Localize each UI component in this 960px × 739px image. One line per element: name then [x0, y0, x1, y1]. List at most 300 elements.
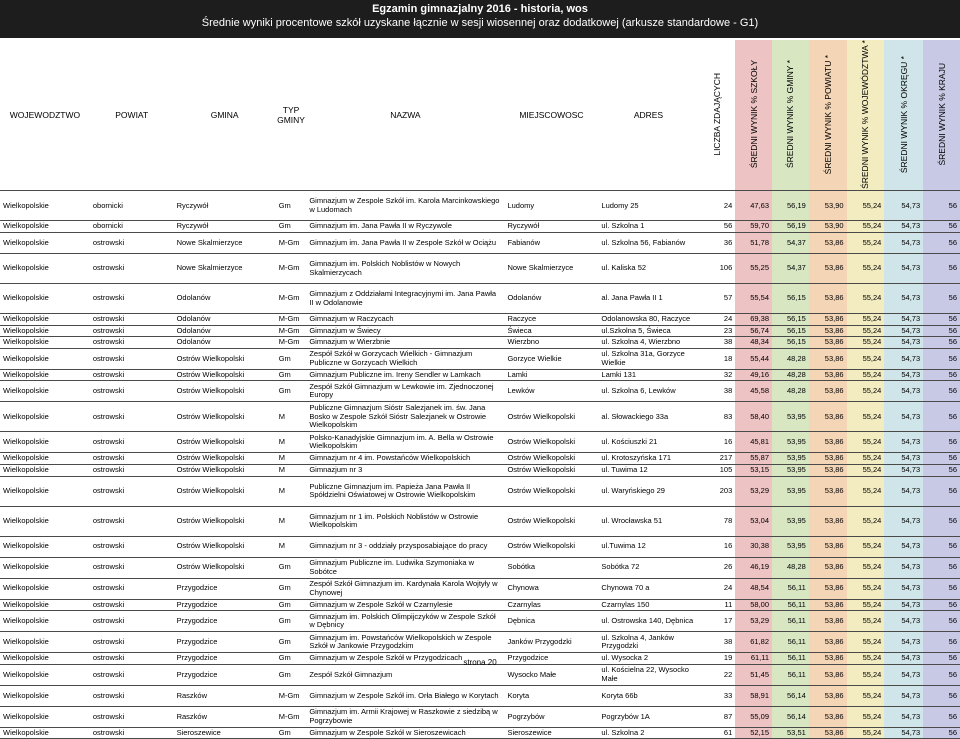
table-row	[0, 706, 960, 727]
cell-wynik-wojewodztwa: 55,24	[847, 464, 885, 476]
cell-wynik-szkoly: 51,45	[735, 664, 772, 685]
cell-powiat: ostrowski	[90, 325, 174, 337]
cell-adres: al. Jana Pawła II 1	[598, 284, 698, 314]
cell-wynik-powiatu: 53,90	[809, 191, 847, 221]
cell-wynik-gminy: 56,15	[772, 284, 809, 314]
cell-wynik-wojewodztwa: 55,24	[847, 476, 885, 506]
cell-wynik-gminy: 48,28	[772, 348, 809, 369]
cell-nazwa: Gimnazjum im. Polskich Noblistów w Nowych Skalmierzycach	[306, 254, 504, 284]
header-liczba-cell	[699, 40, 736, 191]
cell-wynik-powiatu: 53,86	[809, 557, 847, 578]
cell-wynik-powiatu: 53,86	[809, 685, 847, 706]
cell-wynik-szkoly: 61,11	[735, 653, 772, 665]
cell-miejscowosc: Ostrów Wielkopolski	[504, 453, 598, 465]
cell-wynik-gminy: 56,14	[772, 706, 809, 727]
cell-adres: ul. Kościelna 22, Wysocko Małe	[598, 664, 698, 685]
cell-nazwa: Zespół Szkół Gimnazjum	[306, 664, 504, 685]
cell-wynik-szkoly: 52,15	[735, 727, 772, 739]
cell-liczba: 87	[699, 706, 736, 727]
cell-wynik-powiatu: 53,90	[809, 221, 847, 233]
cell-nazwa: Gimnazjum im. Polskich Olimpijczyków w Zespole Szkół w Dębnicy	[306, 611, 504, 632]
cell-wynik-gminy: 53,95	[772, 506, 809, 536]
cell-wynik-kraju: 56	[923, 191, 960, 221]
cell-wynik-wojewodztwa: 55,24	[847, 506, 885, 536]
cell-wynik-powiatu: 53,86	[809, 337, 847, 349]
cell-wynik-powiatu: 53,86	[809, 325, 847, 337]
header-kraju-cell	[923, 40, 960, 191]
cell-adres: ul. Kaliska 52	[598, 254, 698, 284]
cell-wojewodztwo: Wielkopolskie	[0, 464, 90, 476]
cell-miejscowosc: Ostrów Wielkopolski	[504, 464, 598, 476]
cell-gmina: Raszków	[174, 706, 276, 727]
cell-gmina: Ostrów Wielkopolski	[174, 557, 276, 578]
cell-adres: ul. Szkolna 1	[598, 221, 698, 233]
cell-wynik-okregu: 54,73	[884, 476, 923, 506]
cell-wynik-wojewodztwa: 55,24	[847, 254, 885, 284]
cell-wynik-szkoly: 53,29	[735, 611, 772, 632]
cell-wojewodztwo: Wielkopolskie	[0, 369, 90, 381]
cell-typ-gminy: Gm	[276, 632, 307, 653]
cell-liczba: 38	[699, 632, 736, 653]
cell-nazwa: Gimnazjum nr 4 im. Powstańców Wielkopolskich	[306, 453, 504, 465]
cell-wynik-gminy: 56,14	[772, 685, 809, 706]
cell-wynik-szkoly: 55,54	[735, 284, 772, 314]
header-nazwa: NAZWA	[306, 40, 504, 191]
cell-wynik-gminy: 53,95	[772, 464, 809, 476]
cell-liczba: 33	[699, 685, 736, 706]
cell-adres: Ludomy 25	[598, 191, 698, 221]
cell-miejscowosc: Chynowa	[504, 578, 598, 599]
cell-wynik-szkoly: 55,87	[735, 453, 772, 465]
cell-wynik-szkoly: 49,16	[735, 369, 772, 381]
cell-miejscowosc: Wysocko Małe	[504, 664, 598, 685]
cell-wynik-okregu: 54,73	[884, 453, 923, 465]
cell-wynik-kraju: 56	[923, 653, 960, 665]
cell-wynik-wojewodztwa: 55,24	[847, 632, 885, 653]
cell-adres: ul. Wrocławska 51	[598, 506, 698, 536]
cell-liczba: 78	[699, 506, 736, 536]
cell-miejscowosc: Raczyce	[504, 314, 598, 326]
table-row	[0, 578, 960, 599]
cell-wynik-okregu: 54,73	[884, 191, 923, 221]
cell-wynik-okregu: 54,73	[884, 402, 923, 432]
cell-wynik-powiatu: 53,86	[809, 314, 847, 326]
cell-wynik-okregu: 54,73	[884, 706, 923, 727]
cell-wynik-okregu: 54,73	[884, 314, 923, 326]
cell-miejscowosc: Fabianów	[504, 233, 598, 254]
cell-nazwa: Gimnazjum Publiczne im. Ireny Sendler w Lamkach	[306, 369, 504, 381]
table-row	[0, 599, 960, 611]
cell-wynik-gminy: 48,28	[772, 557, 809, 578]
table-row	[0, 632, 960, 653]
cell-adres: Koryta 66b	[598, 685, 698, 706]
cell-wynik-okregu: 54,73	[884, 599, 923, 611]
cell-wynik-szkoly: 48,54	[735, 578, 772, 599]
cell-nazwa: Gimnazjum w Raczycach	[306, 314, 504, 326]
cell-wojewodztwo: Wielkopolskie	[0, 337, 90, 349]
cell-wynik-szkoly: 59,70	[735, 221, 772, 233]
cell-wynik-wojewodztwa: 55,24	[847, 284, 885, 314]
header-wojewodztwa: ŚREDNI WYNIK % WOJEWÓDZTWA *	[860, 40, 871, 189]
cell-wynik-szkoly: 46,19	[735, 557, 772, 578]
cell-gmina: Przygodzice	[174, 599, 276, 611]
cell-liczba: 24	[699, 191, 736, 221]
header-liczba: LICZBA ZDAJĄCYCH	[711, 73, 722, 156]
cell-wynik-wojewodztwa: 55,24	[847, 685, 885, 706]
header-wojewodztwa-cell	[847, 40, 885, 191]
cell-nazwa: Gimnazjum w Świecy	[306, 325, 504, 337]
cell-gmina: Odolanów	[174, 284, 276, 314]
title-bar	[0, 0, 960, 38]
cell-miejscowosc: Odolanów	[504, 284, 598, 314]
cell-wynik-okregu: 54,73	[884, 254, 923, 284]
cell-liczba: 26	[699, 557, 736, 578]
table-row	[0, 536, 960, 557]
cell-wynik-wojewodztwa: 55,24	[847, 653, 885, 665]
cell-powiat: ostrowski	[90, 706, 174, 727]
cell-adres: ul. Szkolna 4, Wierzbno	[598, 337, 698, 349]
cell-typ-gminy: Gm	[276, 381, 307, 402]
table-row	[0, 254, 960, 284]
page-title: Egzamin gimnazjalny 2016 - historia, wos	[372, 3, 588, 15]
cell-wynik-wojewodztwa: 55,24	[847, 727, 885, 739]
cell-wojewodztwo: Wielkopolskie	[0, 653, 90, 665]
cell-wojewodztwo: Wielkopolskie	[0, 632, 90, 653]
cell-wynik-gminy: 54,37	[772, 254, 809, 284]
cell-miejscowosc: Ostrów Wielkopolski	[504, 432, 598, 453]
table-row	[0, 325, 960, 337]
cell-liczba: 18	[699, 348, 736, 369]
cell-wynik-szkoly: 58,00	[735, 599, 772, 611]
cell-adres: ul. Szkolna 2	[598, 727, 698, 739]
cell-liczba: 17	[699, 611, 736, 632]
cell-nazwa: Gimnazjum w Zespole Szkół w Przygodzicach	[306, 653, 504, 665]
cell-miejscowosc: Pogrzybów	[504, 706, 598, 727]
cell-wynik-gminy: 56,15	[772, 325, 809, 337]
cell-miejscowosc: Wierzbno	[504, 337, 598, 349]
cell-wojewodztwo: Wielkopolskie	[0, 402, 90, 432]
cell-liczba: 61	[699, 727, 736, 739]
cell-wynik-powiatu: 53,86	[809, 348, 847, 369]
cell-wynik-powiatu: 53,86	[809, 284, 847, 314]
cell-typ-gminy: Gm	[276, 664, 307, 685]
cell-miejscowosc: Gorzyce Wielkie	[504, 348, 598, 369]
cell-miejscowosc: Ostrów Wielkopolski	[504, 476, 598, 506]
cell-wynik-kraju: 56	[923, 314, 960, 326]
cell-wynik-gminy: 56,11	[772, 611, 809, 632]
table-row	[0, 506, 960, 536]
cell-wynik-wojewodztwa: 55,24	[847, 557, 885, 578]
cell-gmina: Ostrów Wielkopolski	[174, 348, 276, 369]
cell-wynik-okregu: 54,73	[884, 685, 923, 706]
cell-typ-gminy: M-Gm	[276, 314, 307, 326]
cell-nazwa: Polsko-Kanadyjskie Gimnazjum im. A. Bella w Ostrowie Wielkopolskim	[306, 432, 504, 453]
header-kraju: ŚREDNI WYNIK % KRAJU	[936, 63, 947, 166]
cell-liczba: 217	[699, 453, 736, 465]
cell-typ-gminy: M	[276, 402, 307, 432]
cell-nazwa: Zespół Szkół Gimnazjum im. Kardynała Karola Wojtyły w Chynowej	[306, 578, 504, 599]
cell-wynik-gminy: 53,95	[772, 402, 809, 432]
table-row	[0, 348, 960, 369]
cell-adres: ul. Krotoszyńska 171	[598, 453, 698, 465]
cell-wynik-okregu: 54,73	[884, 506, 923, 536]
cell-liczba: 57	[699, 284, 736, 314]
cell-powiat: ostrowski	[90, 402, 174, 432]
cell-typ-gminy: M-Gm	[276, 685, 307, 706]
cell-typ-gminy: Gm	[276, 727, 307, 739]
cell-wynik-gminy: 56,15	[772, 314, 809, 326]
cell-nazwa: Publiczne Gimnazjum im. Papieża Jana Pawła II Spółdzielni Oświatowej w Ostrowie Wielkopolskim	[306, 476, 504, 506]
cell-wynik-kraju: 56	[923, 506, 960, 536]
cell-wynik-kraju: 56	[923, 337, 960, 349]
cell-gmina: Odolanów	[174, 314, 276, 326]
table-row	[0, 432, 960, 453]
cell-wynik-szkoly: 30,38	[735, 536, 772, 557]
cell-wojewodztwo: Wielkopolskie	[0, 348, 90, 369]
cell-nazwa: Gimnazjum im. Powstańców Wielkopolskich w Zespole Szkół w Jankowie Przygodzkim	[306, 632, 504, 653]
cell-gmina: Przygodzice	[174, 664, 276, 685]
cell-wynik-kraju: 56	[923, 476, 960, 506]
cell-adres: ul. Tuwima 12	[598, 464, 698, 476]
cell-adres: ul. Kościuszki 21	[598, 432, 698, 453]
header-powiatu-cell	[809, 40, 847, 191]
cell-miejscowosc: Sobótka	[504, 557, 598, 578]
cell-wynik-okregu: 54,73	[884, 325, 923, 337]
cell-gmina: Ryczywół	[174, 221, 276, 233]
cell-wynik-gminy: 54,37	[772, 233, 809, 254]
cell-wynik-szkoly: 51,78	[735, 233, 772, 254]
cell-gmina: Odolanów	[174, 325, 276, 337]
cell-powiat: ostrowski	[90, 599, 174, 611]
table-row	[0, 381, 960, 402]
cell-powiat: ostrowski	[90, 464, 174, 476]
table-row	[0, 314, 960, 326]
cell-wynik-szkoly: 58,40	[735, 402, 772, 432]
page-footer: strona 20	[463, 658, 497, 667]
cell-adres: ul. Ostrowska 140, Dębnica	[598, 611, 698, 632]
cell-wojewodztwo: Wielkopolskie	[0, 611, 90, 632]
cell-typ-gminy: Gm	[276, 578, 307, 599]
cell-typ-gminy: M-Gm	[276, 233, 307, 254]
cell-wynik-wojewodztwa: 55,24	[847, 706, 885, 727]
cell-nazwa: Gimnazjum w Wierzbnie	[306, 337, 504, 349]
cell-wynik-okregu: 54,73	[884, 578, 923, 599]
cell-wojewodztwo: Wielkopolskie	[0, 254, 90, 284]
cell-liczba: 22	[699, 664, 736, 685]
cell-miejscowosc: Koryta	[504, 685, 598, 706]
cell-wynik-powiatu: 53,86	[809, 599, 847, 611]
cell-adres: ul. Szkolna 4, Janków Przygodzki	[598, 632, 698, 653]
header-gmina: GMINA	[174, 40, 276, 191]
cell-nazwa: Publiczne Gimnazjum Sióstr Salezjanek im. św. Jana Bosko w Zespole Szkół Sióstr Salezjanek w Ostrowie Wielkopolskim	[306, 402, 504, 432]
cell-wynik-kraju: 56	[923, 536, 960, 557]
cell-wynik-okregu: 54,73	[884, 337, 923, 349]
cell-adres: Czarnylas 150	[598, 599, 698, 611]
cell-miejscowosc: Dębnica	[504, 611, 598, 632]
cell-wynik-kraju: 56	[923, 706, 960, 727]
cell-wojewodztwo: Wielkopolskie	[0, 599, 90, 611]
cell-wynik-gminy: 56,15	[772, 337, 809, 349]
table-row	[0, 369, 960, 381]
cell-liczba: 36	[699, 233, 736, 254]
cell-wynik-wojewodztwa: 55,24	[847, 599, 885, 611]
cell-wynik-wojewodztwa: 55,24	[847, 337, 885, 349]
cell-wynik-powiatu: 53,86	[809, 476, 847, 506]
cell-wynik-szkoly: 58,91	[735, 685, 772, 706]
cell-adres: Sobótka 72	[598, 557, 698, 578]
cell-wynik-szkoly: 69,38	[735, 314, 772, 326]
cell-wynik-kraju: 56	[923, 632, 960, 653]
cell-typ-gminy: Gm	[276, 221, 307, 233]
cell-wojewodztwo: Wielkopolskie	[0, 284, 90, 314]
cell-gmina: Ostrów Wielkopolski	[174, 506, 276, 536]
cell-wynik-powiatu: 53,86	[809, 233, 847, 254]
cell-wynik-szkoly: 45,58	[735, 381, 772, 402]
cell-wynik-kraju: 56	[923, 453, 960, 465]
cell-powiat: ostrowski	[90, 254, 174, 284]
cell-typ-gminy: M	[276, 476, 307, 506]
cell-powiat: ostrowski	[90, 632, 174, 653]
cell-wynik-powiatu: 53,86	[809, 381, 847, 402]
cell-miejscowosc: Ostrów Wielkopolski	[504, 536, 598, 557]
cell-wynik-szkoly: 45,81	[735, 432, 772, 453]
cell-wojewodztwo: Wielkopolskie	[0, 506, 90, 536]
cell-typ-gminy: Gm	[276, 191, 307, 221]
cell-wynik-okregu: 54,73	[884, 432, 923, 453]
cell-wynik-szkoly: 55,09	[735, 706, 772, 727]
cell-wynik-powiatu: 53,86	[809, 464, 847, 476]
cell-wynik-kraju: 56	[923, 685, 960, 706]
cell-liczba: 83	[699, 402, 736, 432]
cell-powiat: ostrowski	[90, 432, 174, 453]
cell-wynik-okregu: 54,73	[884, 727, 923, 739]
cell-wynik-gminy: 53,51	[772, 727, 809, 739]
cell-wynik-powiatu: 53,86	[809, 254, 847, 284]
cell-powiat: ostrowski	[90, 578, 174, 599]
cell-wojewodztwo: Wielkopolskie	[0, 325, 90, 337]
cell-wynik-kraju: 56	[923, 578, 960, 599]
table-row	[0, 611, 960, 632]
cell-typ-gminy: Gm	[276, 557, 307, 578]
cell-liczba: 24	[699, 578, 736, 599]
cell-wynik-wojewodztwa: 55,24	[847, 348, 885, 369]
cell-wynik-kraju: 56	[923, 381, 960, 402]
header-typ-gminy: TYP GMINY	[276, 40, 307, 191]
cell-adres: Odolanowska 80, Raczyce	[598, 314, 698, 326]
cell-wynik-kraju: 56	[923, 611, 960, 632]
cell-wynik-powiatu: 53,86	[809, 536, 847, 557]
cell-wojewodztwo: Wielkopolskie	[0, 191, 90, 221]
cell-wojewodztwo: Wielkopolskie	[0, 706, 90, 727]
cell-wynik-wojewodztwa: 55,24	[847, 191, 885, 221]
cell-wynik-szkoly: 56,74	[735, 325, 772, 337]
table-row	[0, 233, 960, 254]
cell-nazwa: Gimnazjum im. Jana Pawła II w Zespole Szkół w Ociążu	[306, 233, 504, 254]
cell-wynik-gminy: 53,95	[772, 476, 809, 506]
cell-wynik-szkoly: 47,63	[735, 191, 772, 221]
cell-wynik-okregu: 54,73	[884, 348, 923, 369]
cell-wynik-okregu: 54,73	[884, 632, 923, 653]
cell-typ-gminy: M	[276, 536, 307, 557]
cell-adres: Lamki 131	[598, 369, 698, 381]
cell-adres: Chynowa 70 a	[598, 578, 698, 599]
header-miejscowosc: MIEJSCOWOSC	[504, 40, 598, 191]
cell-powiat: ostrowski	[90, 381, 174, 402]
cell-wynik-gminy: 56,11	[772, 632, 809, 653]
cell-wynik-kraju: 56	[923, 464, 960, 476]
cell-nazwa: Gimnazjum nr 3 - oddziały przysposabiające do pracy	[306, 536, 504, 557]
cell-adres: ul. Szkolna 6, Lewków	[598, 381, 698, 402]
cell-liczba: 16	[699, 432, 736, 453]
cell-wynik-powiatu: 53,86	[809, 453, 847, 465]
cell-powiat: ostrowski	[90, 685, 174, 706]
cell-powiat: ostrowski	[90, 284, 174, 314]
header-okregu-cell	[884, 40, 923, 191]
cell-liczba: 105	[699, 464, 736, 476]
cell-typ-gminy: Gm	[276, 653, 307, 665]
cell-wynik-gminy: 53,95	[772, 432, 809, 453]
cell-liczba: 106	[699, 254, 736, 284]
cell-wojewodztwo: Wielkopolskie	[0, 221, 90, 233]
cell-gmina: Ostrów Wielkopolski	[174, 536, 276, 557]
cell-wynik-gminy: 56,11	[772, 599, 809, 611]
cell-typ-gminy: M	[276, 464, 307, 476]
header-gminy-cell	[772, 40, 809, 191]
table-row	[0, 685, 960, 706]
table-row	[0, 557, 960, 578]
cell-gmina: Przygodzice	[174, 611, 276, 632]
cell-wynik-gminy: 56,19	[772, 221, 809, 233]
page-subtitle: Średnie wyniki procentowe szkół uzyskane łącznie w sesji wiosennej oraz dodatkowej (arkusze standardowe - G1)	[201, 17, 759, 29]
header-szkoly-cell	[735, 40, 772, 191]
cell-powiat: ostrowski	[90, 727, 174, 739]
cell-powiat: ostrowski	[90, 653, 174, 665]
cell-gmina: Ostrów Wielkopolski	[174, 453, 276, 465]
cell-miejscowosc: Ostrów Wielkopolski	[504, 506, 598, 536]
cell-typ-gminy: Gm	[276, 348, 307, 369]
cell-wynik-gminy: 56,11	[772, 653, 809, 665]
cell-adres: al. Słowackiego 33a	[598, 402, 698, 432]
cell-miejscowosc: Lamki	[504, 369, 598, 381]
cell-miejscowosc: Nowe Skalmierzyce	[504, 254, 598, 284]
table-row	[0, 453, 960, 465]
cell-liczba: 23	[699, 325, 736, 337]
table-row	[0, 464, 960, 476]
cell-typ-gminy: Gm	[276, 369, 307, 381]
cell-wojewodztwo: Wielkopolskie	[0, 664, 90, 685]
cell-wynik-kraju: 56	[923, 402, 960, 432]
cell-nazwa: Gimnazjum nr 1 im. Polskich Noblistów w Ostrowie Wielkopolskim	[306, 506, 504, 536]
cell-wynik-gminy: 53,95	[772, 536, 809, 557]
table-row	[0, 664, 960, 685]
cell-wojewodztwo: Wielkopolskie	[0, 432, 90, 453]
cell-gmina: Odolanów	[174, 337, 276, 349]
header-szkoly: ŚREDNI WYNIK % SZKOŁY	[748, 60, 759, 169]
cell-wynik-gminy: 48,28	[772, 381, 809, 402]
table-row	[0, 476, 960, 506]
cell-powiat: obornicki	[90, 221, 174, 233]
cell-gmina: Nowe Skalmierzyce	[174, 233, 276, 254]
cell-wynik-kraju: 56	[923, 284, 960, 314]
cell-wynik-powiatu: 53,86	[809, 506, 847, 536]
cell-gmina: Ostrów Wielkopolski	[174, 381, 276, 402]
cell-wynik-powiatu: 53,86	[809, 632, 847, 653]
cell-wynik-szkoly: 55,44	[735, 348, 772, 369]
table-row	[0, 337, 960, 349]
cell-gmina: Sieroszewice	[174, 727, 276, 739]
cell-wynik-okregu: 54,73	[884, 381, 923, 402]
cell-wynik-powiatu: 53,86	[809, 727, 847, 739]
